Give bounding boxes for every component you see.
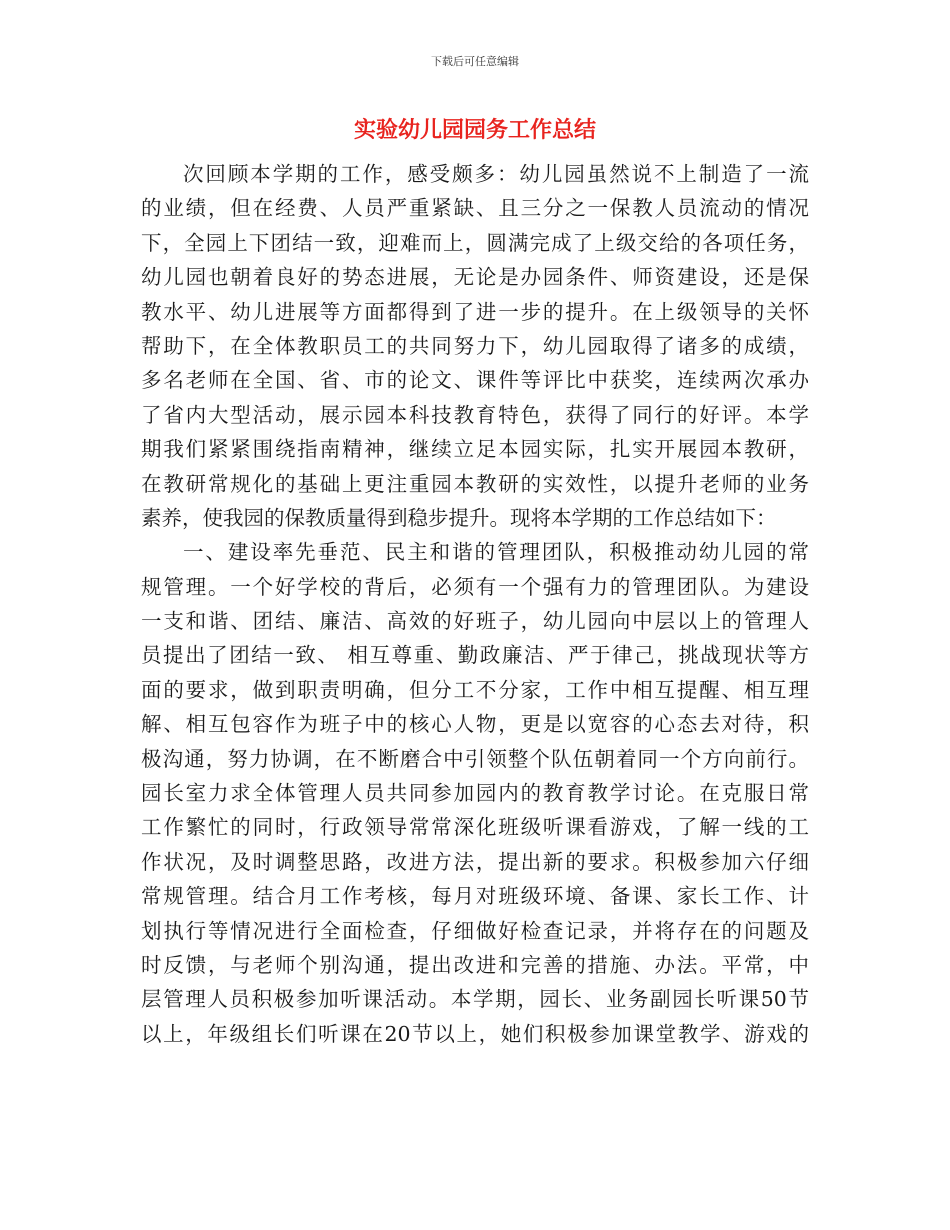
header-note: 下载后可任意编辑 <box>431 55 519 68</box>
body-line: 下，全园上下团结一致，迎难而上，圆满完成了上级交给的各项任务， <box>141 230 809 255</box>
body-line: 一支和谐、团结、廉洁、高效的好班子，幼儿园向中层以上的管理人 <box>141 609 809 634</box>
body-line: 幼儿园也朝着良好的势态进展，无论是办园条件、师资建设，还是保 <box>141 265 809 290</box>
body-line: 以上，年级组长们听课在20节以上，她们积极参加课堂教学、游戏的 <box>141 1021 809 1046</box>
body-line: 次回顾本学期的工作，感受颇多：幼儿园虽然说不上制造了一流 <box>183 162 809 186</box>
body-line: 的业绩，但在经费、人员严重紧缺、且三分之一保教人员流动的情况 <box>141 196 809 221</box>
body-line: 了省内大型活动，展示园本科技教育特色，获得了同行的好评。本学 <box>141 402 809 427</box>
body-line: 教水平、幼儿进展等方面都得到了进一步的提升。在上级领导的关怀 <box>141 299 809 324</box>
body-line: 常规管理。结合月工作考核，每月对班级环境、备课、家长工作、计 <box>141 884 809 909</box>
body-line: 一、建设率先垂范、民主和谐的管理团队，积极推动幼儿园的常 <box>183 540 809 565</box>
body-line: 期我们紧紧围绕指南精神，继续立足本园实际，扎实开展园本教研， <box>141 437 809 462</box>
body-line: 帮助下，在全体教职员工的共同努力下，幼儿园取得了诸多的成绩， <box>141 333 809 358</box>
body-line: 划执行等情况进行全面检查，仔细做好检查记录，并将存在的问题及 <box>141 918 809 943</box>
document-body <box>141 157 809 1051</box>
body-line: 在教研常规化的基础上更注重园本教研的实效性，以提升老师的业务 <box>141 471 809 496</box>
body-line: 极沟通，努力协调，在不断磨合中引领整个队伍朝着同一个方向前行。 <box>141 746 809 771</box>
body-line: 素养，使我园的保教质量得到稳步提升。现将本学期的工作总结如下： <box>141 505 777 530</box>
body-line: 解、相互包容作为班子中的核心人物，更是以宽容的心态去对待，积 <box>141 712 809 737</box>
body-line: 多名老师在全国、省、市的论文、课件等评比中获奖，连续两次承办 <box>141 368 809 393</box>
body-line: 园长室力求全体管理人员共同参加园内的教育教学讨论。在克服日常 <box>141 781 809 806</box>
body-line: 员提出了团结一致、 相互尊重、勤政廉洁、严于律己，挑战现状等方 <box>141 643 809 668</box>
body-line: 作状况，及时调整思路，改进方法，提出新的要求。积极参加六仔细 <box>141 849 809 874</box>
body-line: 规管理。一个好学校的背后，必须有一个强有力的管理团队。为建设 <box>141 574 809 599</box>
body-line: 面的要求，做到职责明确，但分工不分家，工作中相互提醒、相互理 <box>141 677 809 702</box>
document-title: 实验幼儿园园务工作总结 <box>353 118 596 143</box>
body-line: 层管理人员积极参加听课活动。本学期，园长、业务副园长听课50节 <box>141 987 809 1012</box>
body-line: 时反馈，与老师个别沟通，提出改进和完善的措施、办法。平常，中 <box>141 952 809 977</box>
body-line: 工作繁忙的同时，行政领导常常深化班级听课看游戏，了解一线的工 <box>141 815 809 840</box>
